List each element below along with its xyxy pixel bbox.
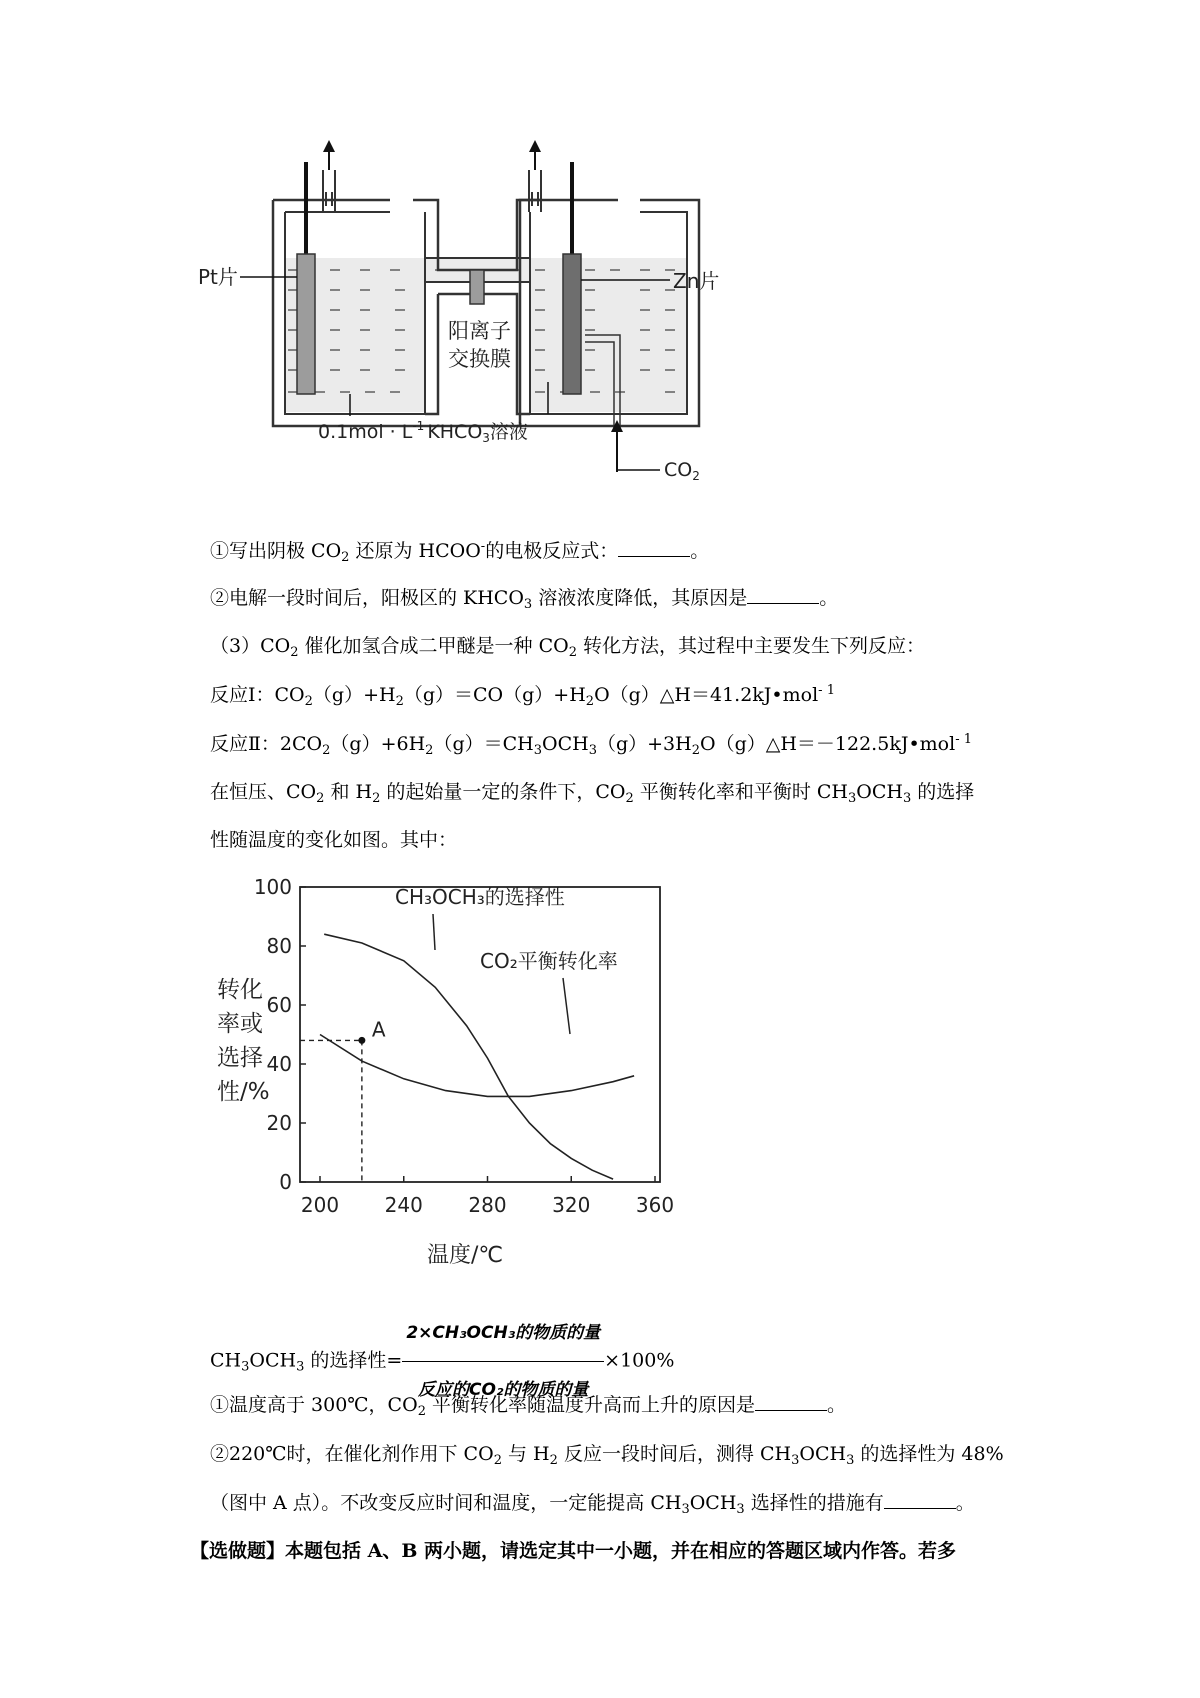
- answer-blank[interactable]: [755, 1394, 827, 1411]
- x-tick-label: 200: [300, 1193, 340, 1217]
- y-axis-label-line: 性/%: [217, 1079, 270, 1105]
- bridge-leg-left: [425, 294, 438, 414]
- y-tick-label: 80: [266, 934, 292, 958]
- electrolysis-cell-diagram: [190, 130, 750, 530]
- membrane-label-line1: 阳离子: [448, 319, 511, 343]
- zn-label: Zn片: [673, 269, 720, 293]
- plot-frame: [300, 887, 660, 1182]
- y-axis-label-line: 选择: [217, 1045, 263, 1071]
- y-tick-label: 20: [266, 1111, 292, 1135]
- series-label-leader: [563, 978, 570, 1034]
- selectivity-fraction: $\frac{\text{2×CH₃OCH₃的物质的量}}{\text{反应的CO₂的物质的量}}$: [402, 1305, 604, 1418]
- membrane-label-line2: 交换膜: [448, 347, 511, 371]
- selectivity-formula: $CH_3OCH_3$ 的选择性= $\frac{\text{2×CH₃OCH₃的物质的量}}{\text{反应的CO₂的物质的量}}$ ×100%: [210, 1305, 674, 1418]
- series-label: CH₃OCH₃的选择性: [395, 885, 565, 909]
- conversion-selectivity-chart: [205, 862, 745, 1282]
- cation-exchange-membrane: [470, 270, 484, 304]
- x-axis-label: 温度/℃: [426, 1243, 504, 1268]
- q3-item1: ①温度高于 300℃，$CO_2$ 平衡转化率随温度升高而上升的原因是 。: [210, 1394, 847, 1419]
- series-label-leader: [433, 914, 435, 950]
- left-gas-arrow: [323, 140, 335, 152]
- pt-electrode: [297, 254, 315, 394]
- x-tick-label: 240: [384, 1193, 423, 1217]
- y-tick-label: 60: [266, 993, 292, 1017]
- reaction-2: 反应Ⅱ：$2CO_2(g)+6H_2(g)=CH_3OCH_3(g)+3H_2O(g)\triangle H=-122.5kJ•mol^{- 1}$: [210, 732, 972, 758]
- answer-blank[interactable]: [618, 540, 690, 557]
- answer-blank[interactable]: [884, 1492, 956, 1509]
- answer-blank[interactable]: [747, 587, 819, 604]
- y-tick-label: 40: [266, 1052, 292, 1076]
- optional-question-header: 【选做题】本题包括 A、B 两小题，请选定其中一小题，并在相应的答题区域内作答。若多: [190, 1540, 957, 1562]
- y-axis-label-line: 率或: [217, 1011, 263, 1037]
- q3-intro: $(3)CO_2$ 催化加氢合成二甲醚是一种 $CO_2$ 转化方法，其过程中主要发生下列反应：: [210, 635, 926, 660]
- right-gas-arrow: [529, 140, 541, 152]
- x-tick-label: 320: [552, 1193, 591, 1217]
- point-a-marker: [358, 1037, 365, 1044]
- right-outlet-tube: [529, 170, 541, 212]
- solution-label: $0.1mol \cdot L^{-1}$ $KHCO_3$溶液: [318, 419, 528, 445]
- condition-line-1: 在恒压、$CO_2$ 和 $H_2$ 的起始量一定的条件下，$CO_2$ 平衡转化率和平衡时 $CH_3OCH_3$ 的选择: [210, 781, 975, 806]
- series-line: [320, 1035, 634, 1097]
- q2-item2: ②电解一段时间后，阳极区的 $KHCO_3$ 溶液浓度降低，其原因是 。: [210, 587, 839, 612]
- y-tick-label: 0: [279, 1170, 292, 1194]
- co2-inlet-label: $CO_2$: [664, 459, 700, 483]
- y-axis-label: [217, 977, 270, 1105]
- reaction-1: 反应Ⅰ：$CO_2(g)+H_2(g)=CO(g)+H_2O(g)\triangle H=41.2kJ•mol^{- 1}$: [210, 683, 835, 709]
- q2-item1: ①写出阴极 $CO_2$ 还原为 HCOO-的电极反应式： 。: [210, 539, 710, 565]
- series-label: CO₂平衡转化率: [480, 949, 618, 973]
- q3-item2: ②220℃时，在催化剂作用下 $CO_2$ 与 $H_2$ 反应一段时间后，测得 $CH_3OCH_3$ 的选择性为 48%: [210, 1443, 1004, 1468]
- x-tick-label: 280: [468, 1193, 507, 1217]
- left-outlet-tube: [323, 170, 335, 212]
- q3-item2-continued: （图中 A 点）。不改变反应时间和温度，一定能提高 $CH_3OCH_3$ 选择性的措施有 。: [210, 1492, 975, 1517]
- pt-label: Pt片: [198, 265, 238, 289]
- x-tick-label: 360: [635, 1193, 675, 1217]
- condition-line-2: 性随温度的变化如图。其中：: [210, 829, 458, 851]
- bridge-top-inner: [425, 212, 530, 258]
- y-tick-label: 100: [253, 875, 292, 899]
- zn-electrode: [563, 254, 581, 394]
- y-axis-label-line: 转化: [217, 977, 263, 1003]
- point-a-label: A: [371, 1017, 386, 1042]
